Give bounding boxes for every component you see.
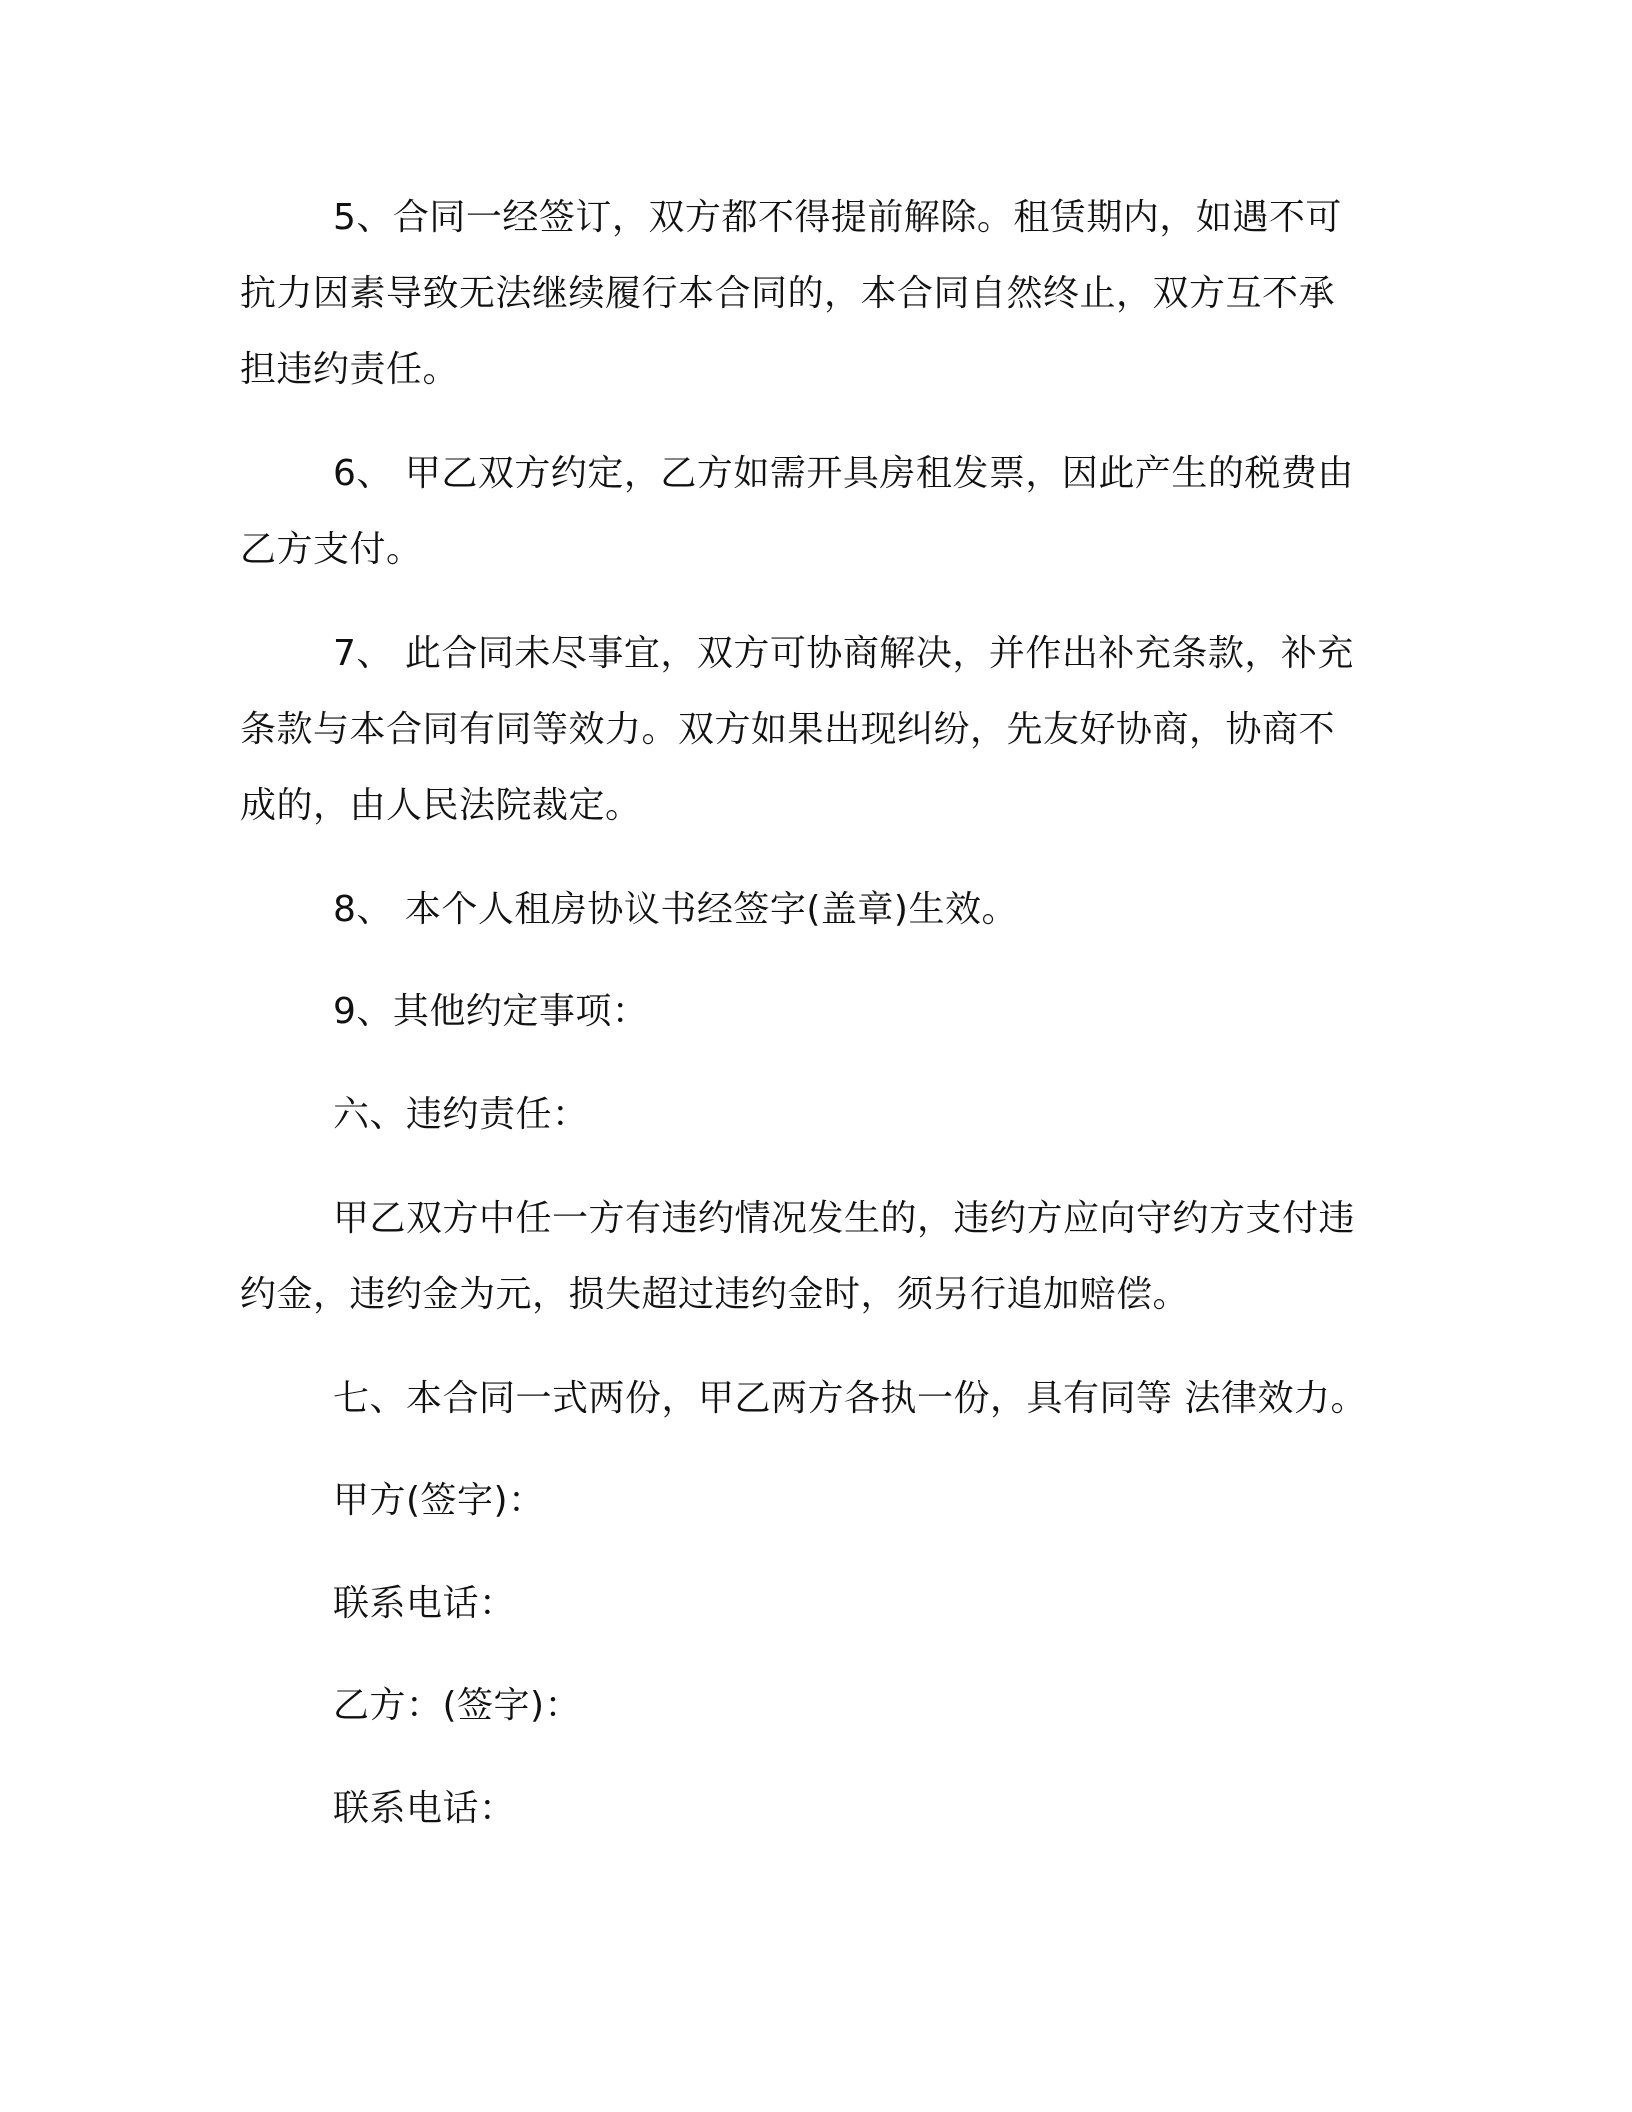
party-a-signature: 甲方(签字)： <box>333 1480 545 1521</box>
clause-9: 9、其他约定事项： <box>333 991 649 1032</box>
clause-5-line-1: 5、合同一经签订，双方都不得提前解除。租赁期内，如遇不可 <box>333 197 1342 238</box>
clause-7-line-2: 条款与本合同有同等效力。双方如果出现纠纷，先友好协商，协商不 <box>240 709 1336 750</box>
section-6-body-line-1: 甲乙双方中任一方有违约情况发生的，违约方应向守约方支付违 <box>333 1198 1356 1239</box>
clause-6-line-2: 乙方支付。 <box>240 529 423 570</box>
party-b-signature: 乙方：(签字)： <box>333 1685 582 1726</box>
section-6-heading: 六、违约责任： <box>333 1094 589 1135</box>
section-6-body-line-2: 约金，违约金为元，损失超过违约金时，须另行追加赔偿。 <box>240 1274 1190 1315</box>
party-b-phone: 联系电话： <box>333 1788 516 1829</box>
party-a-phone: 联系电话： <box>333 1583 516 1624</box>
clause-5-line-2: 抗力因素导致无法继续履行本合同的，本合同自然终止，双方互不承 <box>240 273 1336 314</box>
section-7: 七、本合同一式两份，甲乙两方各执一份，具有同等 法律效力。 <box>333 1378 1367 1419</box>
clause-7-line-3: 成的，由人民法院裁定。 <box>240 785 642 826</box>
clause-5-line-3: 担违约责任。 <box>240 349 460 390</box>
clause-6-line-1: 6、 甲乙双方约定，乙方如需开具房租发票，因此产生的税费由 <box>333 453 1354 494</box>
clause-7-line-1: 7、 此合同未尽事宜，双方可协商解决，并作出补充条款，补充 <box>333 633 1354 674</box>
clause-8: 8、 本个人租房协议书经签字(盖章)生效。 <box>333 889 1018 930</box>
